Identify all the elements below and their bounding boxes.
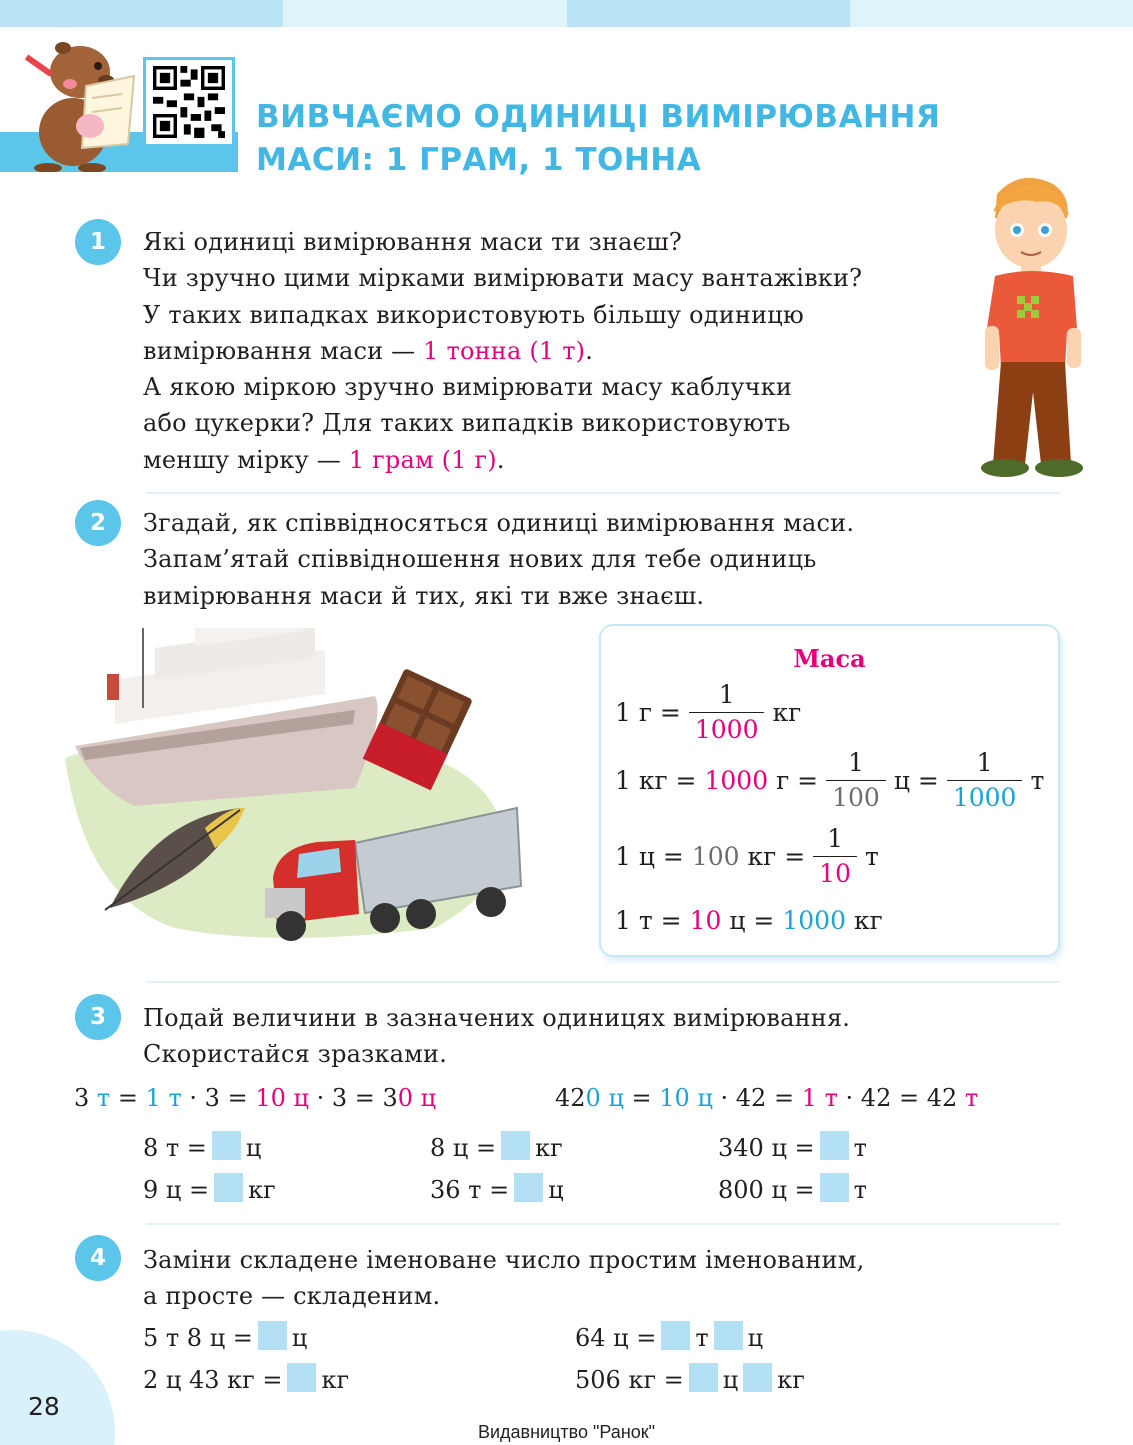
exercise-unit: ц xyxy=(722,1366,739,1394)
sample-1-c: = xyxy=(117,1084,138,1112)
separator-1 xyxy=(146,492,1060,494)
eq-gram-left: 1 г = xyxy=(615,698,681,727)
task-1-line-7-end: . xyxy=(496,445,505,474)
exercise-4-4 xyxy=(575,1363,805,1394)
exercise-unit: кг xyxy=(321,1366,350,1394)
exercise-unit: ц xyxy=(548,1176,564,1204)
lesson-title-line-1: ВИВЧАЄМО ОДИНИЦІ ВИМІРЮВАННЯ xyxy=(256,99,941,135)
answer-box[interactable] xyxy=(258,1321,287,1350)
cruise-ship-illustration xyxy=(75,628,378,806)
task-2-line-3: вимірювання маси й тих, які ти вже знаєш. xyxy=(143,581,705,610)
exercise-unit: т xyxy=(695,1324,709,1352)
term-gram: 1 грам (1 г) xyxy=(348,445,497,474)
capybara-mascot-illustration xyxy=(18,36,143,172)
answer-box[interactable] xyxy=(714,1321,743,1350)
lesson-title xyxy=(256,96,940,182)
task-4-number: 4 xyxy=(75,1235,121,1281)
task-1-line-2: Чи зручно цими мірками вимірювати масу вантажівки? xyxy=(143,264,863,293)
exercise-text: 8 т = xyxy=(143,1134,207,1162)
exercise-text: 64 ц = xyxy=(575,1324,657,1352)
exercise-3-4 xyxy=(143,1173,276,1204)
separator-3 xyxy=(146,1223,1060,1225)
fraction-1-1000 xyxy=(689,678,765,747)
fraction-1-100 xyxy=(826,746,886,815)
answer-box[interactable] xyxy=(287,1363,316,1392)
exercise-text: 8 ц = xyxy=(430,1134,497,1162)
sample-1-a: 3 xyxy=(74,1084,90,1112)
task-1-line-4-end: . xyxy=(585,336,594,365)
eq-c-unit-t: т xyxy=(864,842,879,871)
top-stripe-2 xyxy=(283,0,567,27)
eq-t-unit-kg: кг xyxy=(854,906,883,935)
fraction-numerator: 1 xyxy=(718,680,735,709)
task-1-line-1: Які одиниці вимірювання маси ти знаєш? xyxy=(143,228,682,256)
task-1-line-7 xyxy=(143,442,862,478)
eq-kg-left: 1 кг = xyxy=(615,766,697,795)
sample-2-h: т xyxy=(964,1084,979,1112)
mass-objects-illustration xyxy=(55,628,550,948)
eq-c-left: 1 ц = xyxy=(615,842,684,871)
sample-1-b: т xyxy=(96,1084,111,1112)
sample-2-a: 42 xyxy=(555,1084,586,1112)
fraction-numerator: 1 xyxy=(848,748,864,777)
task-1-number: 1 xyxy=(75,219,121,265)
task-1-line-3: У таких випадках використовують більшу одиницю xyxy=(143,300,805,329)
eq-t-value-c: 10 xyxy=(689,906,722,935)
sample-2-d: 10 ц xyxy=(659,1084,713,1112)
answer-box[interactable] xyxy=(820,1173,849,1202)
mass-table-title: Маса xyxy=(793,644,866,673)
task-2-line-1: Згадай, як співвідносяться одиниці вимірювання маси. xyxy=(143,509,855,537)
answer-box[interactable] xyxy=(212,1131,241,1160)
task-3-number: 3 xyxy=(75,994,121,1040)
qr-code-icon xyxy=(152,66,226,138)
answer-box[interactable] xyxy=(501,1131,530,1160)
exercise-text: 5 т 8 ц = xyxy=(143,1324,253,1352)
sample-2-b: 0 ц xyxy=(585,1084,624,1112)
task-4-text xyxy=(143,1242,864,1315)
exercise-3-3 xyxy=(718,1131,867,1162)
lesson-title-line-2: МАСИ: 1 ГРАМ, 1 ТОННА xyxy=(256,142,702,178)
exercise-text: 36 т = xyxy=(430,1176,510,1204)
page-number: 28 xyxy=(28,1392,60,1421)
separator-2 xyxy=(146,981,1060,983)
qr-code[interactable] xyxy=(143,57,235,147)
boy-illustration xyxy=(975,172,1090,484)
exercise-unit: кг xyxy=(535,1134,563,1162)
term-tonne: 1 тонна (1 т) xyxy=(423,336,586,365)
exercise-4-2 xyxy=(575,1321,763,1352)
sample-2-g: · 42 = 42 xyxy=(845,1084,958,1112)
exercise-unit: кг xyxy=(248,1176,276,1204)
task-4-line-2: а просте — складеним. xyxy=(143,1282,441,1311)
sample-2-c: = xyxy=(631,1084,652,1112)
eq-kg-unit-c: ц = xyxy=(893,766,939,795)
task-1-line-6: або цукерки? Для таких випадків використовують xyxy=(143,409,791,438)
fraction-denominator: 100 xyxy=(826,780,886,815)
task-4-line-1: Заміни складене іменоване число простим іменованим, xyxy=(143,1246,865,1274)
task-3-line-2: Скористайся зразками. xyxy=(143,1040,448,1069)
exercise-text: 340 ц = xyxy=(718,1134,815,1162)
sample-1-g: · 3 = 3 xyxy=(316,1084,398,1112)
task-2-text xyxy=(143,505,854,614)
exercise-3-2 xyxy=(430,1131,563,1162)
exercise-4-1 xyxy=(143,1321,307,1352)
exercise-unit: ц xyxy=(245,1134,262,1162)
publisher-footer: Видавництво "Ранок" xyxy=(477,1422,656,1442)
task-2-number: 2 xyxy=(75,500,121,546)
exercise-text: 2 ц 43 кг = xyxy=(143,1366,283,1394)
answer-box[interactable] xyxy=(743,1363,772,1392)
fraction-numerator: 1 xyxy=(827,824,844,853)
fraction-1-10 xyxy=(813,822,857,891)
task-3-text xyxy=(143,1000,850,1073)
exercise-unit: т xyxy=(853,1134,867,1162)
task-1-text xyxy=(143,224,862,478)
equation-centner xyxy=(615,822,879,891)
eq-gram-unit: кг xyxy=(772,698,802,727)
exercise-unit: т xyxy=(853,1176,867,1204)
exercise-text: 800 ц = xyxy=(718,1176,815,1204)
eq-kg-value: 1000 xyxy=(704,766,769,795)
sample-1-d: 1 т xyxy=(145,1084,182,1112)
task-3-line-1: Подай величини в зазначених одиницях вимірювання. xyxy=(143,1004,851,1032)
exercise-4-3 xyxy=(143,1363,349,1394)
eq-c-value: 100 xyxy=(691,842,740,871)
top-stripe-3 xyxy=(567,0,850,27)
exercise-3-6 xyxy=(718,1173,867,1204)
sample-2-e: · 42 = xyxy=(720,1084,795,1112)
task-1-line-7-text: меншу мірку — xyxy=(143,445,349,474)
exercise-unit: ц xyxy=(747,1324,764,1352)
exercise-unit: кг xyxy=(777,1366,805,1394)
sample-1-h: 0 ц xyxy=(397,1084,437,1112)
top-stripe-4 xyxy=(850,0,1133,27)
fraction-denominator: 10 xyxy=(813,856,857,891)
task-2-line-2: Запам’ятай співвідношення нових для тебе одиниць xyxy=(143,545,817,574)
sample-example-2 xyxy=(555,1084,978,1112)
answer-box[interactable] xyxy=(689,1363,718,1392)
fraction-numerator: 1 xyxy=(976,748,993,777)
fraction-denominator: 1000 xyxy=(947,780,1023,815)
answer-box[interactable] xyxy=(661,1321,690,1350)
equation-tonne xyxy=(615,906,883,935)
fraction-denominator: 1000 xyxy=(689,712,765,747)
answer-box[interactable] xyxy=(820,1131,849,1160)
eq-t-left: 1 т = xyxy=(615,906,682,935)
eq-c-unit-kg: кг = xyxy=(747,842,806,871)
fraction-1-1000-blue xyxy=(947,746,1023,815)
task-1-line-4 xyxy=(143,333,862,369)
exercise-3-1 xyxy=(143,1131,261,1162)
task-1-line-5: А якою міркою зручно вимірювати масу каблучки xyxy=(143,373,793,402)
answer-box[interactable] xyxy=(514,1173,543,1202)
sample-example-1 xyxy=(74,1084,436,1112)
exercise-3-5 xyxy=(430,1173,564,1204)
exercise-text: 9 ц = xyxy=(143,1176,210,1204)
eq-kg-unit-g: г = xyxy=(776,766,819,795)
sample-1-f: 10 ц xyxy=(255,1084,309,1112)
eq-kg-unit-t: т xyxy=(1030,766,1045,795)
equation-gram xyxy=(615,678,801,747)
exercise-text: 506 кг = xyxy=(575,1366,684,1394)
answer-box[interactable] xyxy=(214,1173,243,1202)
equation-kilogram xyxy=(615,746,1044,815)
exercise-unit: ц xyxy=(291,1324,308,1352)
sample-2-f: 1 т xyxy=(801,1084,838,1112)
sample-1-e: · 3 = xyxy=(189,1084,248,1112)
mass-conversion-table xyxy=(599,624,1060,957)
task-1-line-4-text: вимірювання маси — xyxy=(143,336,424,365)
top-stripe-1 xyxy=(0,0,283,27)
eq-t-unit-c: ц = xyxy=(729,906,775,935)
eq-t-value-kg: 1000 xyxy=(782,906,846,935)
